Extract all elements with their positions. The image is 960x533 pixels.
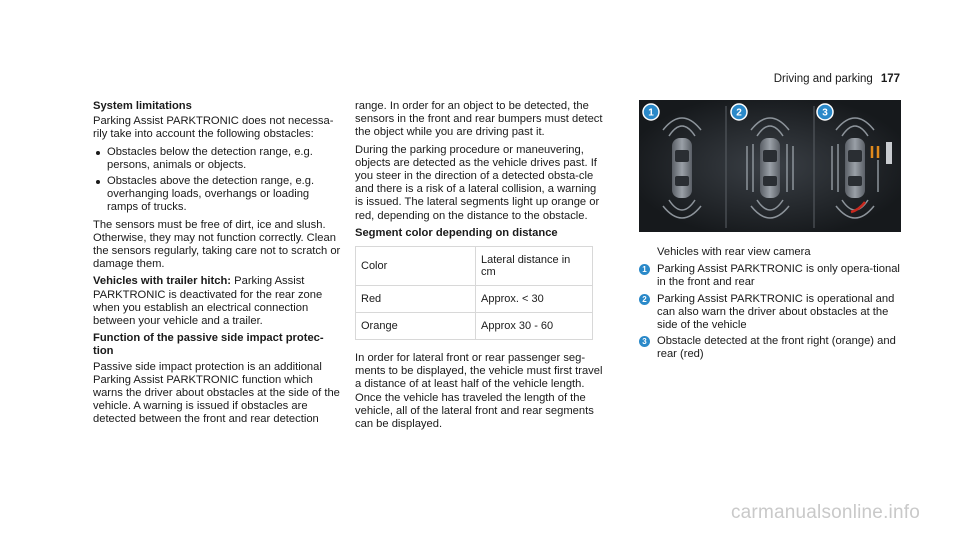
passive-protection-text: Passive side impact protection is an additional Parking Assist PARKTRONIC function which warns the driver about obstacles at the side of the vehicle. A warning is issued if obstacles are detected between the front and rear detection xyxy=(93,360,340,426)
detection-paragraph: range. In order for an object to be detected, the sensors in the front and rear bumpers must detect the object while you are driving past it. xyxy=(355,100,603,139)
header-title: Driving and parking xyxy=(773,73,873,85)
legend-number-badge: 1 xyxy=(639,264,650,275)
figure-legend xyxy=(639,263,901,361)
segment-table-heading: Segment color depending on distance xyxy=(355,226,558,239)
figure-caption: Vehicles with rear view camera xyxy=(657,246,811,258)
figure-badge-label: 2 xyxy=(736,107,742,119)
list-item xyxy=(639,293,901,333)
legend-number-badge: 2 xyxy=(639,294,650,305)
trailer-paragraph xyxy=(93,275,341,328)
legend-text: Parking Assist PARKTRONIC is operational and can also warn the driver about obstacles at the side of the vehicle xyxy=(657,292,895,332)
maneuver-paragraph: During the parking procedure or maneuvering, objects are detected as the vehicle drives past. If you steer in the direction of a detected obsta-cle and there is a risk of a lateral collision, a warning is issued. The lateral segments light up orange or red, depending on the distance to the obstacle. xyxy=(355,143,600,222)
table-row xyxy=(356,313,593,340)
figure-badge-1 xyxy=(643,104,659,120)
column-left xyxy=(93,100,341,431)
column-middle xyxy=(355,100,605,435)
list-item xyxy=(639,263,901,289)
table-cell: Red xyxy=(356,286,476,313)
table-cell: Orange xyxy=(356,313,476,340)
figure-badge-2 xyxy=(731,104,747,120)
parktronic-illustration xyxy=(639,100,901,232)
sensors-paragraph: The sensors must be free of dirt, ice and slush. Otherwise, they may not function correctly. Clean the sensors regularly, taking care not to scratch or damage them. xyxy=(93,218,341,271)
page-header xyxy=(774,73,900,86)
obstacle-list xyxy=(93,146,341,215)
table-header-row xyxy=(356,247,593,286)
passive-protection-heading: Function of the passive side impact protec-tion xyxy=(93,332,324,358)
table-header-cell: Color xyxy=(356,247,476,286)
watermark: carmanualsonline.info xyxy=(730,501,920,523)
list-item: Obstacles below the detection range, e.g. persons, animals or objects. xyxy=(93,146,341,172)
figure-badge-label: 1 xyxy=(648,107,654,119)
system-limitations-intro: Parking Assist PARKTRONIC does not necessa-rily take into account the following obstacles: xyxy=(93,115,334,141)
table-cell: Approx. < 30 xyxy=(476,286,593,313)
table-cell: Approx 30 - 60 xyxy=(476,313,593,340)
parktronic-figure xyxy=(639,100,901,232)
figure-badge-3 xyxy=(817,104,833,120)
list-item: Obstacles above the detection range, e.g. overhanging loads, overhangs or loading ramps of trucks. xyxy=(93,175,341,215)
legend-number-badge: 3 xyxy=(639,336,650,347)
segment-color-table xyxy=(355,246,593,340)
column-right xyxy=(639,100,901,365)
page-number: 177 xyxy=(880,73,900,85)
table-row xyxy=(356,286,593,313)
trailer-text: Parking Assist PARKTRONIC is deactivated for the rear zone when you establish an electrical connection between your vehicle and a trailer. xyxy=(93,275,323,328)
table-header-cell: Lateral distance in cm xyxy=(476,247,593,286)
trailer-heading: Vehicles with trailer hitch: xyxy=(93,275,232,288)
legend-text: Obstacle detected at the front right (orange) and rear (red) xyxy=(657,335,896,361)
segment-display-paragraph: In order for lateral front or rear passenger seg-ments to be displayed, the vehicle must first travel a distance of at least half of the vehicle length. Once the vehicle has traveled the length of the vehicle, all of the lateral front and rear segments can be displayed. xyxy=(355,352,603,431)
system-limitations-heading: System limitations xyxy=(93,100,192,112)
figure-badge-label: 3 xyxy=(822,107,828,119)
list-item xyxy=(639,335,901,361)
legend-text: Parking Assist PARKTRONIC is only opera-tional in the front and rear xyxy=(657,263,900,289)
